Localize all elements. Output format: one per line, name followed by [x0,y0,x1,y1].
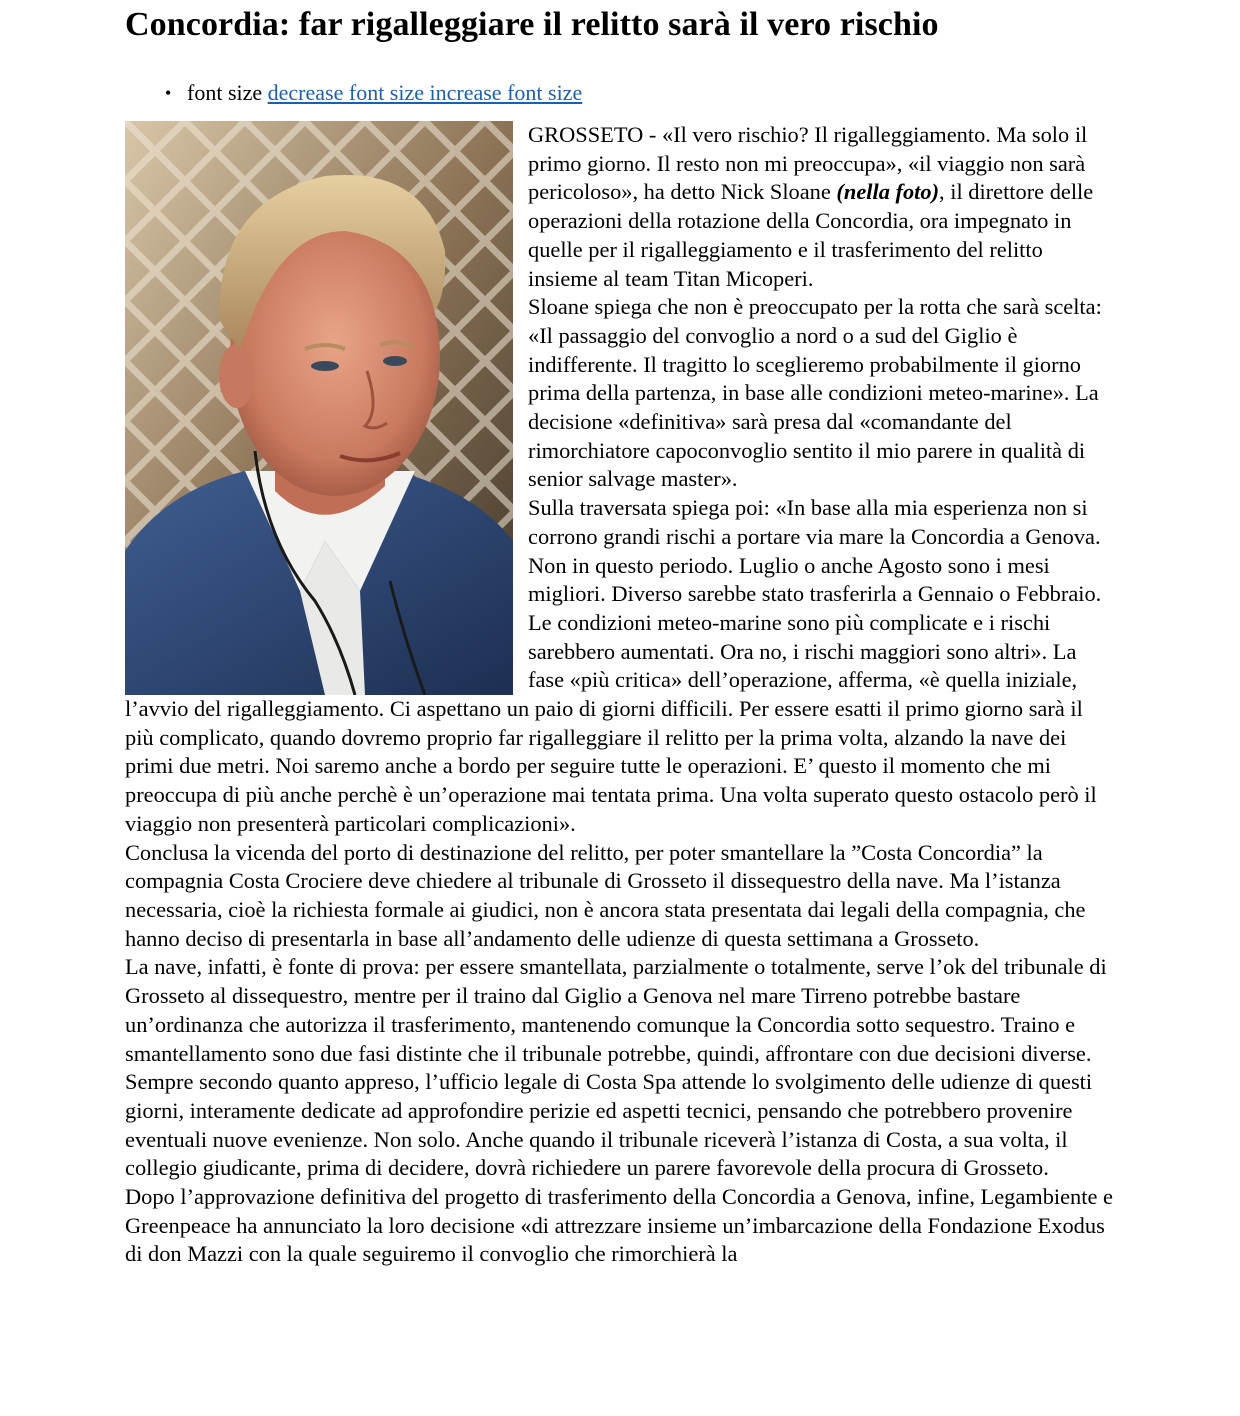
decrease-font-size-link[interactable]: decrease font size [267,80,430,105]
photo-caption-reference: (nella foto) [836,179,940,205]
article-page [125,0,1115,1269]
article-paragraph-3: Sulla traversata spiega poi: «In base alla mia esperienza non si corrono grandi rischi a portare via mare la Concordia a Genova. Non in questo periodo. Luglio o anche Agosto sono i mesi migliori. Diverso sarebbe stato trasferirla a Gennaio o Febbraio. Le condizioni meteo-marine sono più complicate e i rischi sarebbero aumentati. Ora no, i rischi maggiori sono altri». La fase «più critica» dell’operazione, afferma, «è quella iniziale, l’avvio del rigalleggiamento. Ci aspettano un paio di giorni difficili. Per essere esatti il primo giorno sarà il più complicato, quando dovremo proprio far rigalleggiare il relitto per la prima volta, alzando la nave dei primi due metri. Noi saremo anche a bordo per seguire tutte le operazioni. E’ questo il momento che mi preoccupa di più anche perchè è un’operazione mai tentata prima. Una volta superato questo ostacolo però il viaggio non presenterà particolari complicazioni». [125,495,1102,836]
increase-font-size-link[interactable]: increase font size [429,80,583,105]
bullet-icon: • [165,83,172,103]
paragraph-1-text-a: GROSSETO - «Il vero rischio? Il rigalleggiamento. Ma solo il primo giorno. Il resto non mi preoccupa», «il viaggio non sarà pericoloso», ha detto Nick Sloane [528,122,1088,205]
article-paragraph-2: Sloane spiega che non è preoccupato per la rotta che sarà scelta: «Il passaggio del convoglio a nord o a sud del Giglio è indifferente. Il tragitto lo sceglieremo probabilmente il giorno prima della partenza, in base alle condizioni meteo-marine». La decisione «definitiva» sarà presa dal «comandante del rimorchiatore capoconvoglio sentito il mio parere in qualità di senior salvage master». [528,294,1102,492]
paragraph-1-text-b: , il direttore delle operazioni della rotazione della Concordia, ora impegnato in quelle per il rigalleggiamento e il trasferimento del relitto insieme al team Titan Micoperi. [528,179,1094,291]
article-paragraph-6: Dopo l’approvazione definitiva del progetto di trasferimento della Concordia a Genova, infine, Legambiente e Greenpeace ha annunciato la loro decisione «di attrezzare insieme un’imbarcazione della Fondazione Exodus di don Mazzi con la quale seguiremo il convoglio che rimorchierà la [125,1184,1113,1267]
font-size-label: font size [187,80,263,105]
article-body [125,121,1115,1269]
article-photo [125,121,513,695]
article-title: Concordia: far rigalleggiare il relitto sarà il vero rischio [125,6,939,43]
font-size-tools [165,79,1115,107]
article-paragraph-5: La nave, infatti, è fonte di prova: per essere smantellata, parzialmente o totalmente, serve l’ok del tribunale di Grosseto al dissequestro, mentre per il traino dal Giglio a Genova nel mare Tirreno potrebbe bastare un’ordinanza che autorizza il trasferimento, mantenendo comunque la Concordia sotto sequestro. Traino e smantellamento sono due fasi distinte che il tribunale potrebbe, quindi, affrontare con due decisioni diverse. Sempre secondo quanto appreso, l’ufficio legale di Costa Spa attende lo svolgimento delle udienze di questi giorni, interamente dedicate ad approfondire perizie ed aspetti tecnici, pensando che potrebbero provenire eventuali nuove evenienze. Non solo. Anche quando il tribunale riceverà l’istanza di Costa, a sua volta, il collegio giudicante, prima di decidere, dovrà richiedere un parere favorevole della procura di Grosseto. [125,954,1107,1181]
article-paragraph-4: Conclusa la vicenda del porto di destinazione del relitto, per poter smantellare la ”Costa Concordia” la compagnia Costa Crociere deve chiedere al tribunale di Grosseto il dissequestro della nave. Ma l’istanza necessaria, cioè la richiesta formale ai giudici, non è ancora stata presentata dai legali della compagnia, che hanno deciso di presentarla in base all’andamento delle udienze di questa settimana a Grosseto. [125,839,1086,951]
font-size-item [165,79,1115,107]
